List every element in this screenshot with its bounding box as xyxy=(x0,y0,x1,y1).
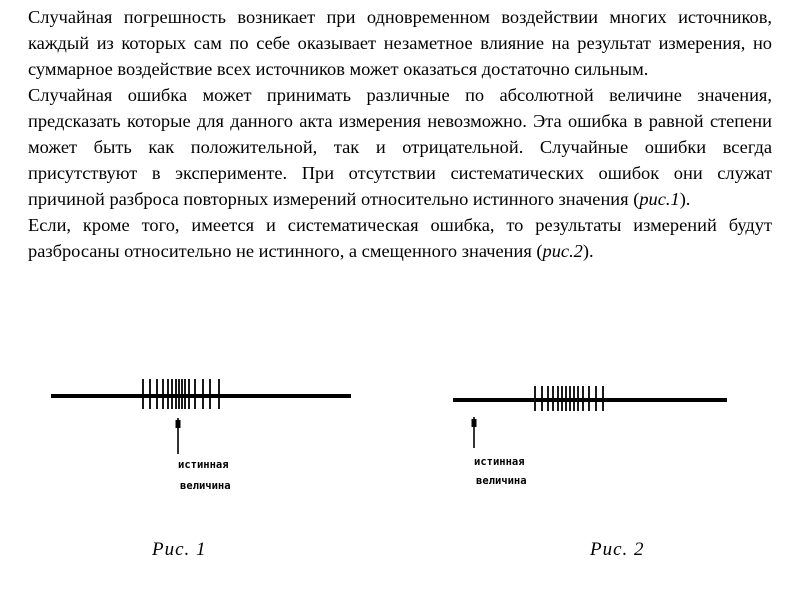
figure-reference-1: рис.1 xyxy=(639,189,680,209)
figure-2 xyxy=(453,386,727,487)
true-value-label-2-line2: величина xyxy=(476,475,527,487)
paragraph-text: Случайная погрешность возникает при одновременном воздействии многих источников, каждый из которых сам по себе оказывает незаметное влияние на результат измерения, но суммарное воздействие всех источников может оказаться достаточно сильным. xyxy=(28,7,772,79)
figure-1 xyxy=(51,379,351,492)
figure-caption-2: Рис. 2 xyxy=(590,539,645,560)
paragraph-text-end: ). xyxy=(679,189,691,209)
figure-caption-1: Рис. 1 xyxy=(152,539,207,560)
true-value-marker-1 xyxy=(176,418,181,454)
paragraph-systematic-error xyxy=(28,212,772,264)
paragraph-random-error-definition xyxy=(28,4,772,82)
paragraph-text: Если, кроме того, имеется и систематическая ошибка, то результаты измерений будут разбросаны относительно не истинного, а смещенного значения ( xyxy=(28,215,772,261)
paragraph-text: Случайная ошибка может принимать различные по абсолютной величине значения, предсказать которые для данного акта измерения невозможно. Эта ошибка в равной степени может быть как положительной, так и отрицательной. Случайные ошибки всегда присутствуют в эксперименте. При отсутствии систематических ошибок они служат причиной разброса повторных измерений относительно истинного значения ( xyxy=(28,85,772,209)
figures-diagram xyxy=(0,360,800,530)
paragraph-random-error-properties xyxy=(28,82,772,212)
true-value-marker-2 xyxy=(472,417,477,448)
true-value-label-1-line1: истинная xyxy=(178,459,229,471)
true-value-label-2-line1: истинная xyxy=(474,456,525,468)
paragraph-text-end: ). xyxy=(582,241,594,261)
text-block xyxy=(28,4,772,264)
figure-reference-2: рис.2 xyxy=(542,241,583,261)
true-value-label-1-line2: величина xyxy=(180,480,231,492)
